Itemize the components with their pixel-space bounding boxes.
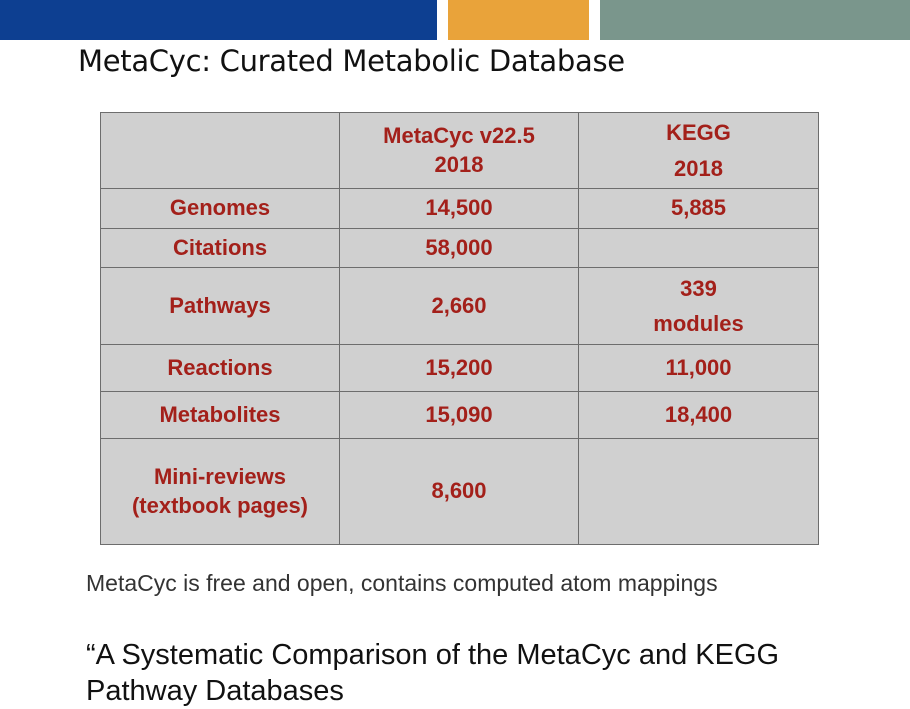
kegg-pathways-unit: modules [653, 311, 744, 336]
header-bar-orange [448, 0, 589, 40]
row-label-metabolites: Metabolites [101, 392, 340, 439]
cell-metacyc-genomes: 14,500 [340, 189, 579, 229]
cell-metacyc-mini-reviews: 8,600 [340, 439, 579, 545]
header-kegg-year: 2018 [674, 155, 723, 181]
header-metacyc-year: 2018 [434, 151, 484, 177]
comparison-table [100, 112, 819, 545]
quote-line-2: Pathway Databases [86, 675, 344, 707]
cell-metacyc-citations: 58,000 [340, 229, 579, 268]
table-row [101, 392, 819, 439]
row-label-mini-reviews [101, 439, 340, 545]
paper-quote [86, 637, 779, 709]
cell-kegg-pathways [579, 268, 819, 345]
header-kegg [579, 113, 819, 189]
cell-kegg-citations [579, 229, 819, 268]
cell-metacyc-pathways: 2,660 [340, 268, 579, 345]
cell-metacyc-reactions: 15,200 [340, 345, 579, 392]
header-bar-teal [600, 0, 910, 40]
cell-kegg-metabolites: 18,400 [579, 392, 819, 439]
cell-metacyc-metabolites: 15,090 [340, 392, 579, 439]
cell-kegg-reactions: 11,000 [579, 345, 819, 392]
mini-reviews-sublabel: (textbook pages) [131, 492, 309, 518]
table-row [101, 229, 819, 268]
kegg-pathways-count: 339 [680, 275, 717, 301]
footnote-text: MetaCyc is free and open, contains computed atom mappings [86, 570, 718, 596]
row-label-pathways: Pathways [101, 268, 340, 345]
header-bar-blue [0, 0, 437, 40]
mini-reviews-label: Mini-reviews [153, 463, 287, 489]
table-header-row [101, 113, 819, 189]
row-label-reactions: Reactions [101, 345, 340, 392]
table-row [101, 439, 819, 545]
table-row [101, 345, 819, 392]
table-row [101, 189, 819, 229]
slide-title: MetaCyc: Curated Metabolic Database [78, 44, 625, 78]
quote-line-1: “A Systematic Comparison of the MetaCyc and KEGG [86, 639, 780, 671]
row-label-genomes: Genomes [101, 189, 340, 229]
table-row [101, 268, 819, 345]
header-empty-cell [101, 113, 340, 189]
cell-kegg-genomes: 5,885 [579, 189, 819, 229]
row-label-citations: Citations [101, 229, 340, 268]
header-metacyc [340, 113, 579, 189]
cell-kegg-mini-reviews [579, 439, 819, 545]
header-metacyc-name: MetaCyc v22.5 [383, 122, 535, 148]
header-kegg-name: KEGG [666, 120, 731, 146]
